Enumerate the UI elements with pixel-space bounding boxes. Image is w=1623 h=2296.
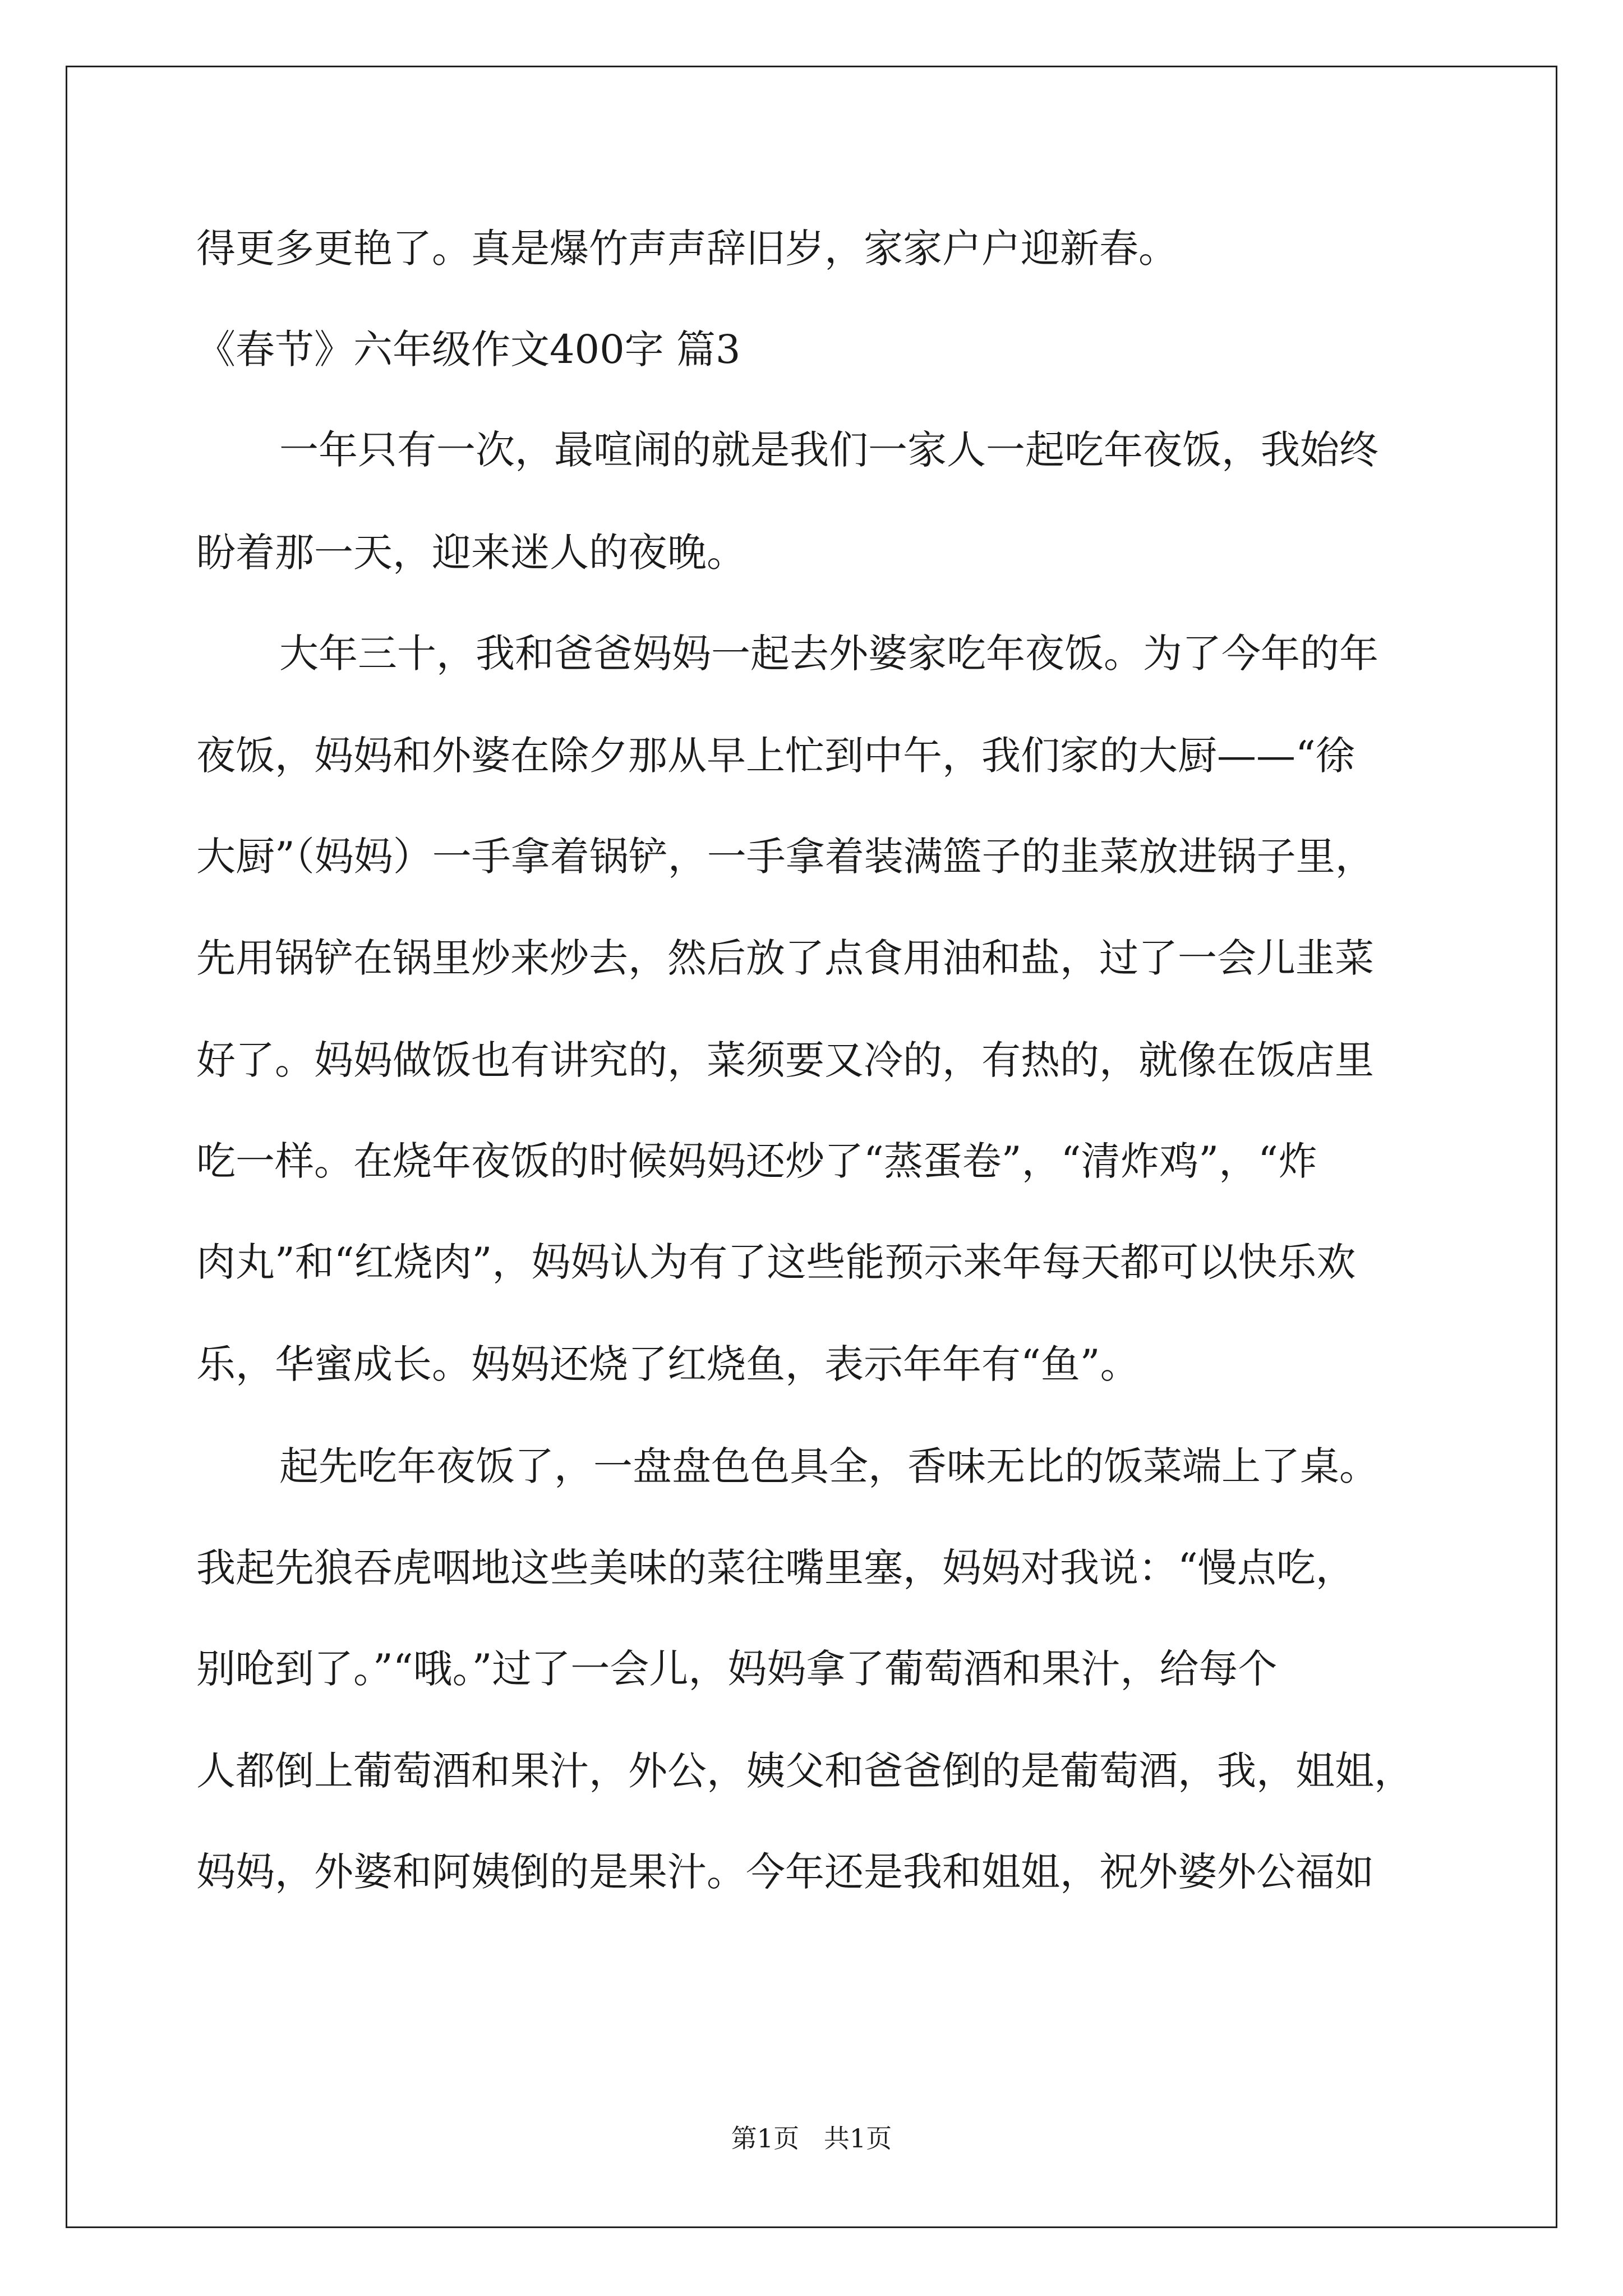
paragraph-line: 先用锅铲在锅里炒来炒去，然后放了点食用油和盐，过了一会儿韭菜: [196, 935, 1374, 981]
paragraph-line: 盼着那一天，迎来迷人的夜晚。: [196, 530, 746, 576]
paragraph-line: 吃一样。在烧年夜饭的时候妈妈还炒了“蒸蛋卷”，“清炸鸡”，“炸: [196, 1138, 1317, 1184]
paragraph-line: 得更多更艳了。真是爆竹声声辞旧岁，家家户户迎新春。: [196, 226, 1178, 272]
paragraph-line: 好了。妈妈做饭也有讲究的，菜须要又冷的，有热的，就像在饭店里: [196, 1037, 1374, 1083]
page-footer: 第1页 共1页: [731, 2123, 892, 2154]
paragraph-line: 别呛到了。”“哦。”过了一会儿，妈妈拿了葡萄酒和果汁，给每个: [196, 1646, 1278, 1692]
section-heading: 《春节》六年级作文400字 篇3: [196, 326, 741, 372]
paragraph-line: 乐，华蜜成长。妈妈还烧了红烧鱼，表示年年有“鱼”。: [196, 1341, 1140, 1387]
paragraph-line: 肉丸”和“红烧肉”，妈妈认为有了这些能预示来年每天都可以快乐欢: [196, 1239, 1356, 1285]
paragraph-line: 大厨”（妈妈）一手拿着锅铲，一手拿着装满篮子的韭菜放进锅子里，: [196, 834, 1375, 880]
paragraph-line: 我起先狼吞虎咽地这些美味的菜往嘴里塞，妈妈对我说：“慢点吃，: [196, 1545, 1355, 1591]
paragraph-line: 人都倒上葡萄酒和果汁，外公，姨父和爸爸倒的是葡萄酒，我，姐姐，: [196, 1748, 1413, 1794]
paragraph-line: 夜饭，妈妈和外婆在除夕那从早上忙到中午，我们家的大厨——“徐: [196, 733, 1355, 779]
paragraph-line: 妈妈，外婆和阿姨倒的是果汁。今年还是我和姐姐，祝外婆外公福如: [196, 1849, 1374, 1895]
paragraph-line: 大年三十，我和爸爸妈妈一起去外婆家吃年夜饭。为了今年的年: [279, 631, 1378, 677]
paragraph-line: 一年只有一次，最喧闹的就是我们一家人一起吃年夜饭，我始终: [279, 427, 1378, 473]
paragraph-line: 起先吃年夜饭了，一盘盘色色具全，香味无比的饭菜端上了桌。: [279, 1443, 1378, 1489]
